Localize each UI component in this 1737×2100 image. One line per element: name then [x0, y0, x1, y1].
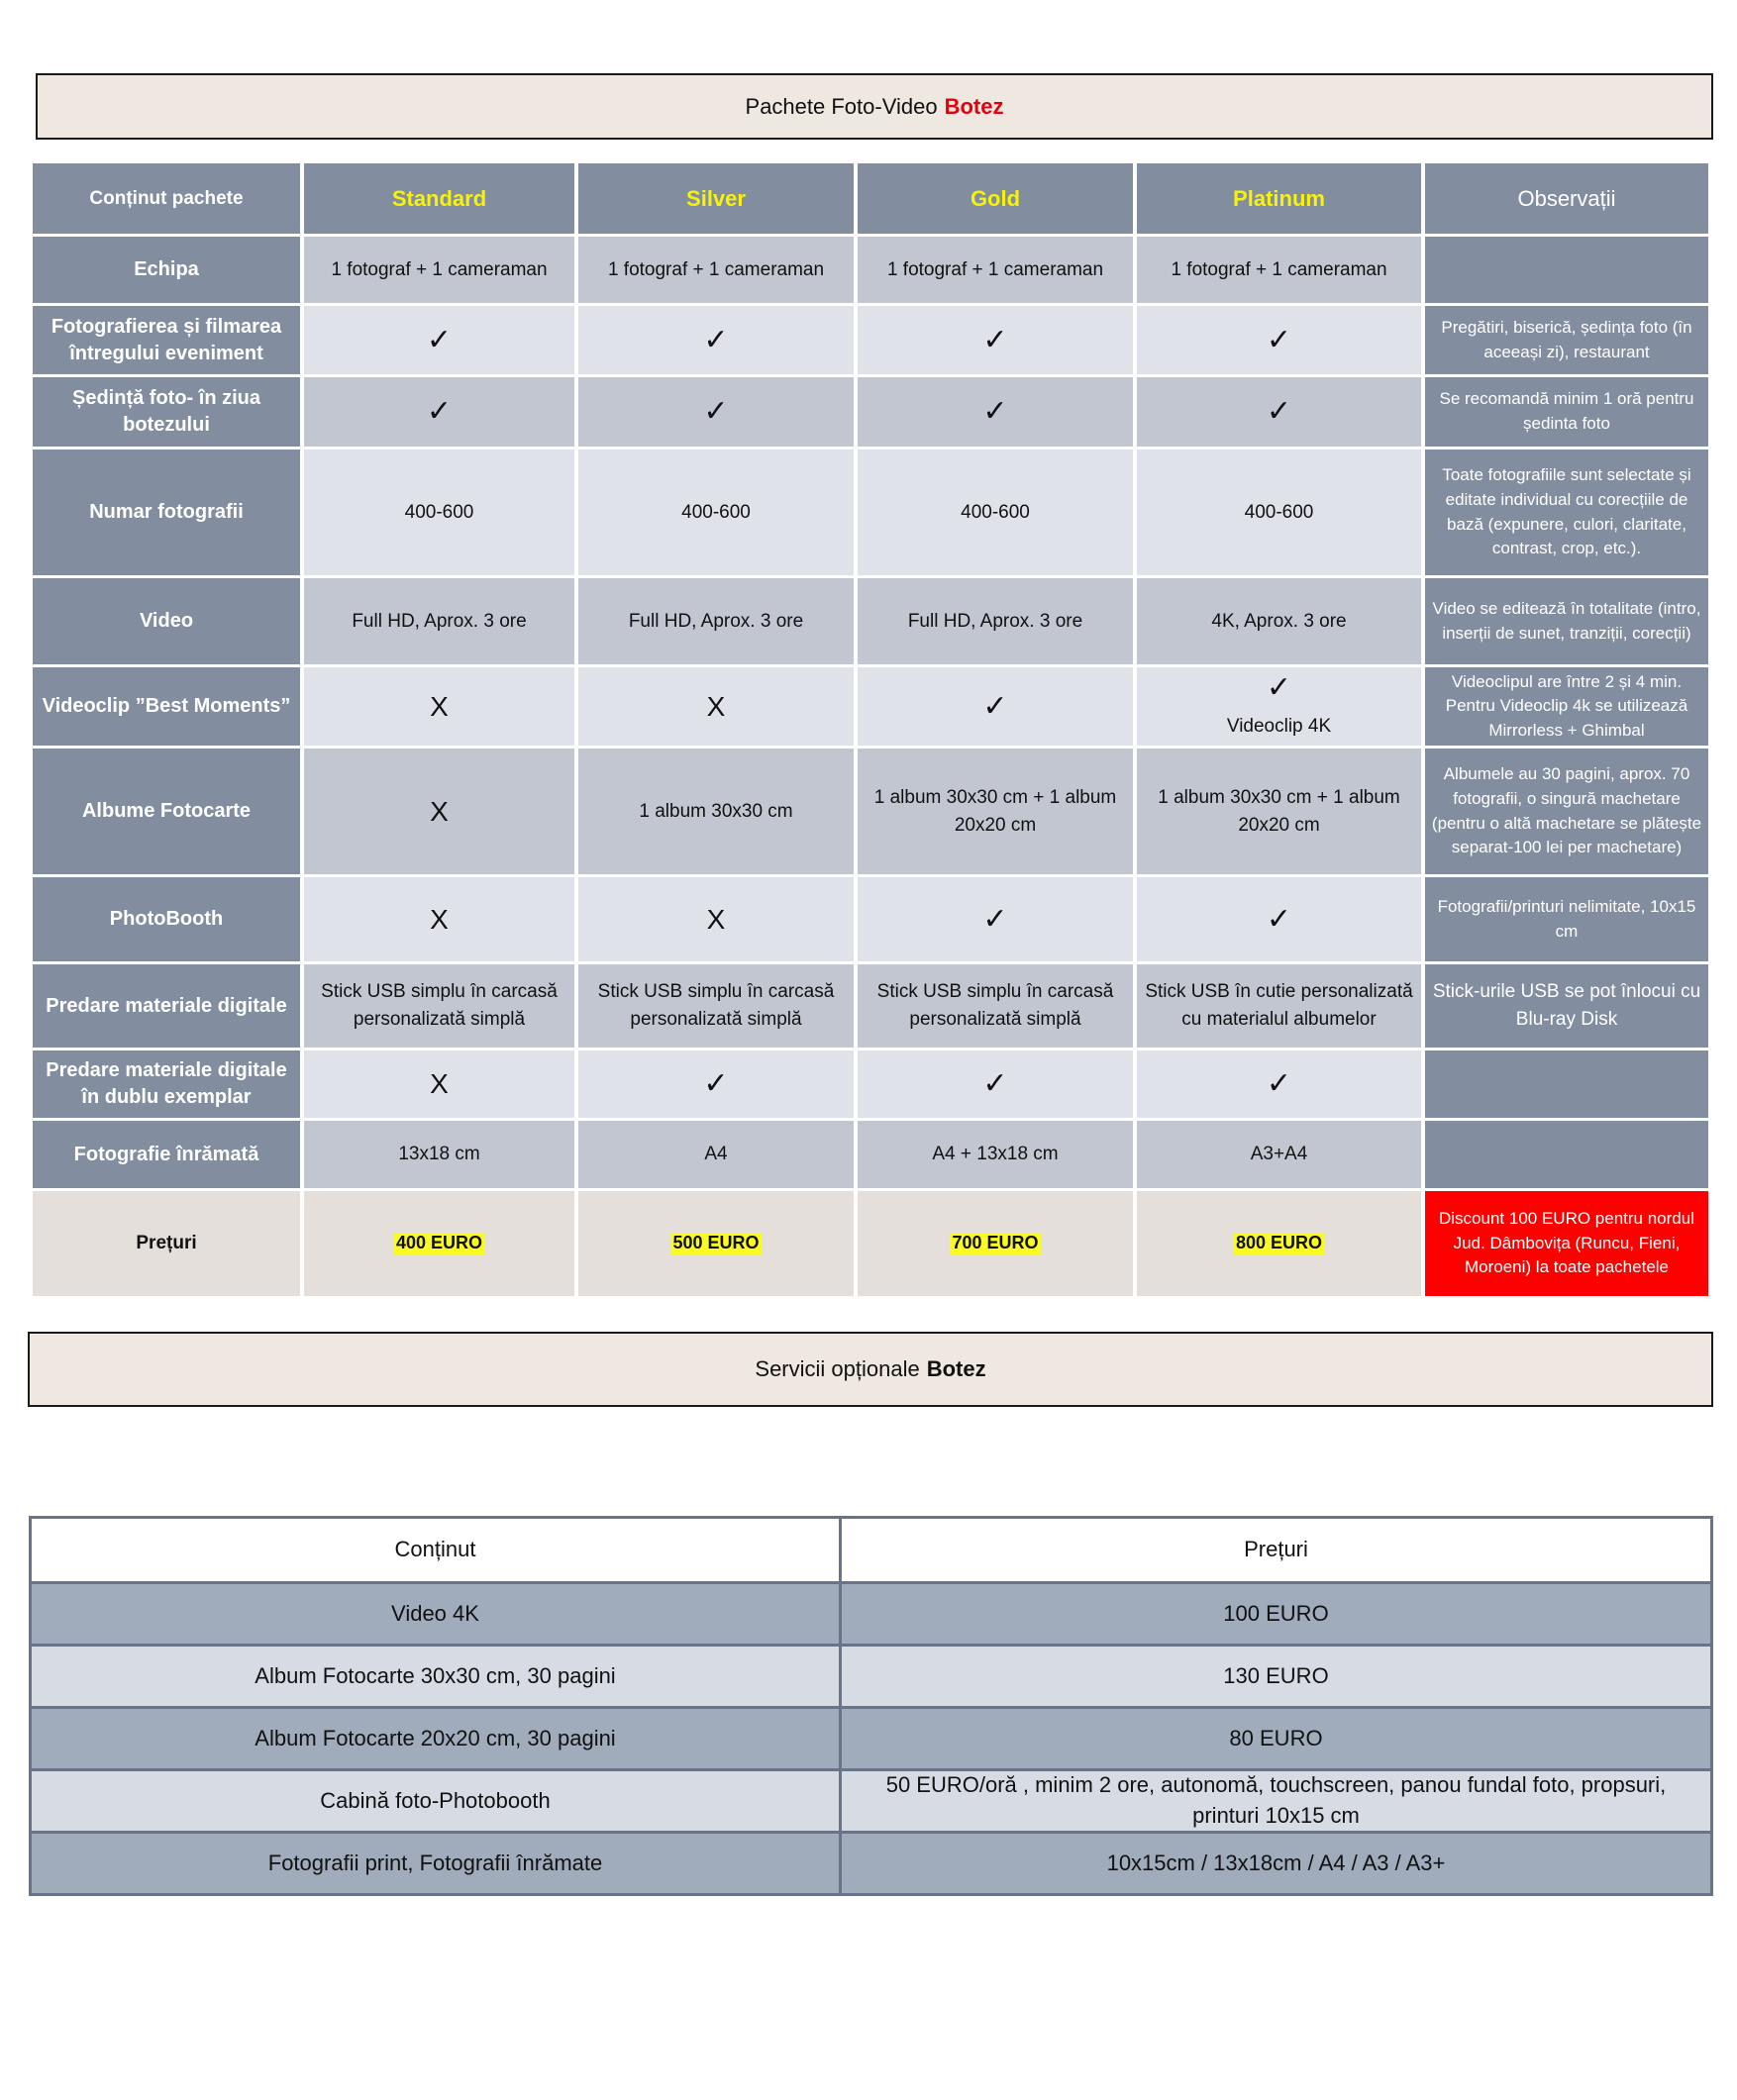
table-cell: Full HD, Aprox. 3 ore	[304, 578, 574, 664]
optional-title-accent: Botez	[926, 1356, 986, 1381]
x-mark-icon: X	[430, 690, 449, 722]
observation-cell	[1425, 1121, 1708, 1188]
observation-cell: Fotografii/printuri nelimitate, 10x15 cm	[1425, 877, 1708, 961]
row-label: PhotoBooth	[33, 877, 300, 961]
table-cell: 400-600	[304, 450, 574, 575]
table-cell: Fotografii print, Fotografii înrămate	[32, 1834, 842, 1893]
table-header-row	[32, 1519, 1710, 1581]
x-mark-icon: X	[430, 795, 449, 827]
table-cell: A3+A4	[1137, 1121, 1421, 1188]
table-cell	[304, 749, 574, 874]
table-cell: Full HD, Aprox. 3 ore	[578, 578, 854, 664]
observations-header: Observații	[1425, 163, 1708, 234]
table-cell: 4K, Aprox. 3 ore	[1137, 578, 1421, 664]
table-cell: 1 album 30x30 cm	[578, 749, 854, 874]
package-header-silver: Silver	[578, 163, 854, 234]
table-cell	[304, 377, 574, 447]
price-cell-silver	[578, 1191, 854, 1296]
table-cell: 400-600	[578, 450, 854, 575]
row-label: Fotografierea și filmarea întregului eveniment	[33, 306, 300, 374]
row-label: Predare materiale digitale	[33, 964, 300, 1048]
table-cell: 13x18 cm	[304, 1121, 574, 1188]
package-header-platinum: Platinum	[1137, 163, 1421, 234]
price-gold: 700 EURO	[952, 1233, 1039, 1253]
table-cell: Stick USB simplu în carcasă personalizată simplă	[858, 964, 1133, 1048]
observation-cell: Stick-urile USB se pot înlocui cu Blu-ray Disk	[1425, 964, 1708, 1048]
observation-cell: Video se editează în totalitate (intro, inserții de sunet, tranziții, corecții)	[1425, 578, 1708, 664]
table-row	[32, 1831, 1710, 1893]
price-cell-gold	[858, 1191, 1133, 1296]
table-cell	[858, 1050, 1133, 1118]
check-icon: ✓	[1266, 395, 1292, 428]
check-icon: ✓	[982, 689, 1008, 723]
check-icon: ✓	[426, 323, 453, 356]
check-icon: ✓	[982, 323, 1008, 356]
table-cell	[1137, 1050, 1421, 1118]
table-cell: 1 fotograf + 1 cameraman	[578, 237, 854, 303]
table-cell	[1137, 377, 1421, 447]
table-row	[32, 1768, 1710, 1831]
table-row	[32, 1644, 1710, 1706]
packages-title-text: Pachete Foto-Video	[745, 93, 938, 119]
price-cell-platinum	[1137, 1191, 1421, 1296]
table-cell: 1 fotograf + 1 cameraman	[858, 237, 1133, 303]
table-cell	[578, 667, 854, 746]
optional-services-table	[29, 1516, 1713, 1896]
table-cell: 80 EURO	[1229, 1725, 1323, 1750]
prices-label: Prețuri	[33, 1191, 300, 1296]
table-cell	[858, 306, 1133, 374]
observation-cell	[1425, 1050, 1708, 1118]
table-cell	[304, 1050, 574, 1118]
row-label: Ședință foto- în ziua botezului	[33, 377, 300, 447]
table-cell: Video 4K	[32, 1584, 842, 1644]
table-cell	[858, 877, 1133, 961]
check-icon: ✓	[982, 1067, 1008, 1100]
check-icon: ✓	[1266, 323, 1292, 356]
check-icon: ✓	[982, 902, 1008, 936]
table-cell: 10x15cm / 13x18cm / A4 / A3 / A3+	[1106, 1850, 1446, 1875]
package-header-gold: Gold	[858, 163, 1133, 234]
discount-note: Discount 100 EURO pentru nordul Jud. Dâmbovița (Runcu, Fieni, Moroeni) la toate pachetele	[1425, 1191, 1708, 1296]
observation-cell: Albumele au 30 pagini, aprox. 70 fotografii, o singură machetare (pentru o altă machetare se plătește separat-100 lei per machetare)	[1425, 749, 1708, 874]
table-cell: Cabină foto-Photobooth	[32, 1771, 842, 1831]
optional-title-text: Servicii opționale	[755, 1356, 920, 1381]
packages-table	[33, 163, 1708, 1296]
check-icon: ✓	[703, 323, 729, 356]
table-cell	[578, 877, 854, 961]
table-cell: Full HD, Aprox. 3 ore	[858, 578, 1133, 664]
table-cell: 400-600	[858, 450, 1133, 575]
table-cell: 1 fotograf + 1 cameraman	[304, 237, 574, 303]
optional-services-title	[28, 1332, 1713, 1407]
price-silver: 500 EURO	[672, 1233, 760, 1253]
observation-cell: Pregătiri, biserică, ședința foto (în aceeași zi), restaurant	[1425, 306, 1708, 374]
table-cell: 50 EURO/oră , minim 2 ore, autonomă, touchscreen, panou fundal foto, propsuri, printuri 10x15 cm	[885, 1772, 1667, 1828]
x-mark-icon: X	[706, 903, 726, 935]
table-cell	[1137, 667, 1421, 746]
observation-cell: Toate fotografiile sunt selectate și editate individual cu corecțiile de bază (expunere, culori, claritate, contrast, crop, etc.).	[1425, 450, 1708, 575]
row-label: Video	[33, 578, 300, 664]
column-header-content: Conținut	[32, 1519, 842, 1581]
table-cell: 1 fotograf + 1 cameraman	[1137, 237, 1421, 303]
x-mark-icon: X	[430, 903, 449, 935]
x-mark-icon: X	[706, 690, 726, 722]
videoclip-4k-label: Videoclip 4K	[1226, 715, 1332, 737]
check-icon: ✓	[982, 395, 1008, 428]
table-cell: 1 album 30x30 cm + 1 album 20x20 cm	[858, 749, 1133, 874]
check-icon: ✓	[703, 1067, 729, 1100]
table-cell: A4 + 13x18 cm	[858, 1121, 1133, 1188]
table-cell: Album Fotocarte 20x20 cm, 30 pagini	[32, 1709, 842, 1768]
table-cell	[1137, 877, 1421, 961]
table-cell: 1 album 30x30 cm + 1 album 20x20 cm	[1137, 749, 1421, 874]
observation-cell: Se recomandă minim 1 oră pentru ședinta foto	[1425, 377, 1708, 447]
column-header-prices: Prețuri	[1244, 1537, 1308, 1562]
package-header-standard: Standard	[304, 163, 574, 234]
table-cell	[304, 667, 574, 746]
table-corner-header: Conținut pachete	[33, 163, 300, 234]
table-cell: Stick USB simplu în carcasă personalizată simplă	[578, 964, 854, 1048]
table-cell	[304, 306, 574, 374]
table-cell	[578, 306, 854, 374]
observation-cell: Videoclipul are între 2 și 4 min. Pentru Videoclip 4k se utilizează Mirrorless + Ghimbal	[1425, 667, 1708, 746]
check-icon: ✓	[1266, 1067, 1292, 1100]
table-cell: Stick USB în cutie personalizată cu materialul albumelor	[1137, 964, 1421, 1048]
row-label: Fotografie înrămată	[33, 1121, 300, 1188]
row-label: Videoclip ”Best Moments”	[33, 667, 300, 746]
row-label: Echipa	[33, 237, 300, 303]
check-icon: ✓	[703, 395, 729, 428]
table-cell	[858, 377, 1133, 447]
table-row	[32, 1581, 1710, 1644]
row-label: Numar fotografii	[33, 450, 300, 575]
table-cell: Stick USB simplu în carcasă personalizată simplă	[304, 964, 574, 1048]
check-icon: ✓	[1266, 670, 1292, 704]
table-cell	[304, 877, 574, 961]
price-platinum: 800 EURO	[1235, 1233, 1323, 1253]
table-cell: A4	[578, 1121, 854, 1188]
table-cell: 400-600	[1137, 450, 1421, 575]
table-cell	[578, 377, 854, 447]
packages-title-accent: Botez	[944, 93, 1004, 119]
price-cell-standard	[304, 1191, 574, 1296]
table-cell	[858, 667, 1133, 746]
packages-title	[36, 73, 1713, 140]
check-icon: ✓	[1266, 902, 1292, 936]
observation-cell	[1425, 237, 1708, 303]
table-cell	[578, 1050, 854, 1118]
table-row	[32, 1706, 1710, 1768]
row-label: Albume Fotocarte	[33, 749, 300, 874]
x-mark-icon: X	[430, 1068, 449, 1099]
price-standard: 400 EURO	[395, 1233, 483, 1253]
table-cell: 100 EURO	[1223, 1600, 1329, 1626]
row-label: Predare materiale digitale în dublu exemplar	[33, 1050, 300, 1118]
table-cell: Album Fotocarte 30x30 cm, 30 pagini	[32, 1647, 842, 1706]
check-icon: ✓	[426, 395, 453, 428]
table-cell: 130 EURO	[1223, 1662, 1329, 1688]
table-cell	[1137, 306, 1421, 374]
